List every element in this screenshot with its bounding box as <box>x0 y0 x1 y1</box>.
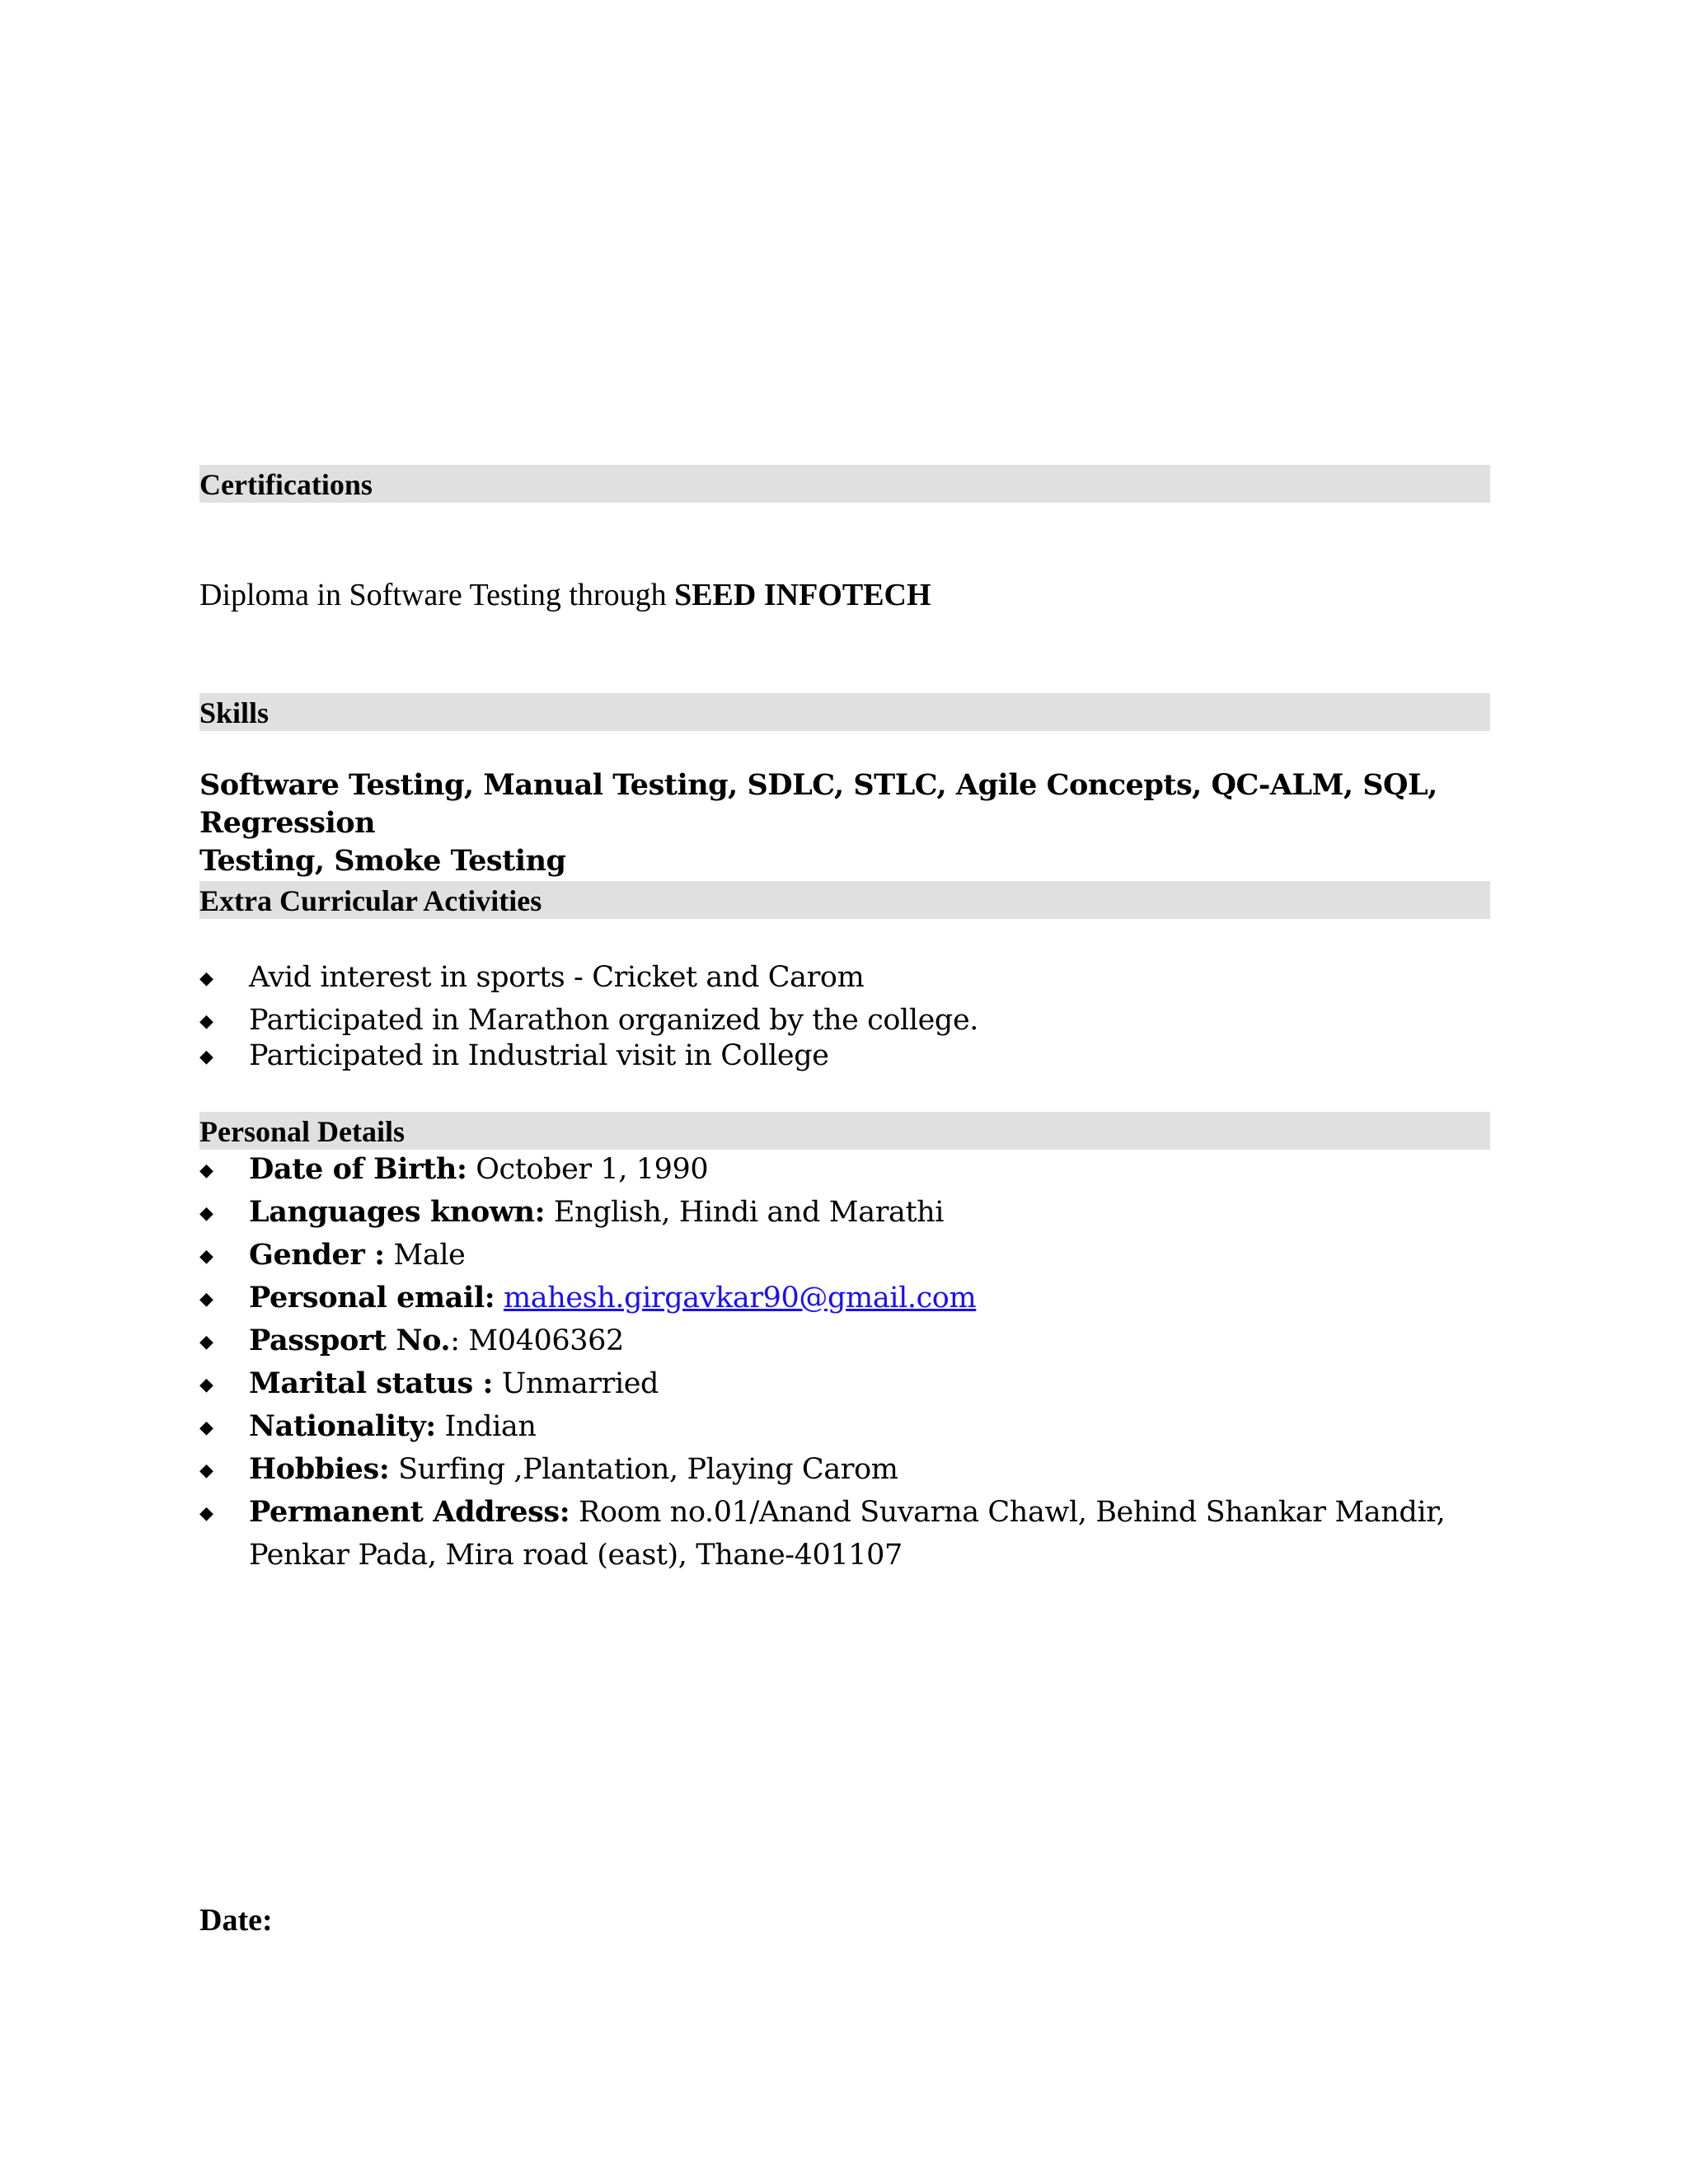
skills-list <box>199 766 1490 880</box>
list-item-marital-status: ◆ Marital status : Unmarried <box>199 1362 1445 1405</box>
email-link[interactable]: mahesh.girgavkar90@gmail.com <box>503 1282 977 1315</box>
list-item-dob: ◆ Date of Birth: October 1, 1990 <box>199 1148 1445 1191</box>
list-item-passport: ◆ Passport No.: M0406362 <box>199 1319 1445 1362</box>
diamond-bullet-icon <box>199 1505 211 1516</box>
list-item-hobbies: ◆ Hobbies: Surfing ,Plantation, Playing Carom <box>199 1448 1445 1491</box>
certifications-heading: Certifications <box>199 465 1490 503</box>
extra-curricular-list <box>199 956 978 1075</box>
date-label: Date: <box>199 1903 273 1938</box>
list-item-email: ◆ Personal email: mahesh.girgavkar90@gmail.com <box>199 1277 1445 1319</box>
list-item-gender: ◆ Gender : Male <box>199 1234 1445 1277</box>
list-item-address-continued: Penkar Pada, Mira road (east), Thane-401107 <box>249 1539 903 1572</box>
diamond-bullet-icon <box>199 1376 211 1388</box>
certification-text: Diploma in Software Testing through <box>199 578 675 612</box>
diamond-bullet-icon <box>199 1248 211 1259</box>
diamond-bullet-icon <box>199 1419 211 1431</box>
skills-line-2: Testing, Smoke Testing <box>199 844 566 878</box>
diamond-bullet-icon <box>199 1013 211 1024</box>
diamond-bullet-icon <box>199 1462 211 1474</box>
certification-line <box>199 577 931 613</box>
diamond-bullet-icon <box>199 970 211 982</box>
diamond-bullet-icon <box>199 1162 211 1174</box>
list-item-address: ◆ Permanent Address: Room no.01/Anand Suvarna Chawl, Behind Shankar Mandir, <box>199 1491 1445 1534</box>
skills-line-1: Software Testing, Manual Testing, SDLC, STLC, Agile Concepts, QC-ALM, SQL, Regression <box>199 768 1437 840</box>
diamond-bullet-icon <box>199 1205 211 1216</box>
list-item: ◆ Participated in Industrial visit in College <box>199 1037 978 1075</box>
diamond-bullet-icon <box>199 1048 211 1060</box>
certification-institute: SEED INFOTECH <box>674 578 931 612</box>
diamond-bullet-icon <box>199 1291 211 1302</box>
list-item-languages: ◆ Languages known: English, Hindi and Marathi <box>199 1191 1445 1234</box>
list-item-nationality: ◆ Nationality: Indian <box>199 1405 1445 1448</box>
skills-heading: Skills <box>199 693 1490 731</box>
diamond-bullet-icon <box>199 1333 211 1345</box>
personal-details-list <box>199 1148 1445 1577</box>
extra-curricular-heading: Extra Curricular Activities <box>199 881 1490 919</box>
list-item: ◆ Participated in Marathon organized by the college. <box>199 999 978 1042</box>
personal-details-heading: Personal Details <box>199 1112 1490 1150</box>
list-item: ◆ Avid interest in sports - Cricket and Carom <box>199 956 978 999</box>
